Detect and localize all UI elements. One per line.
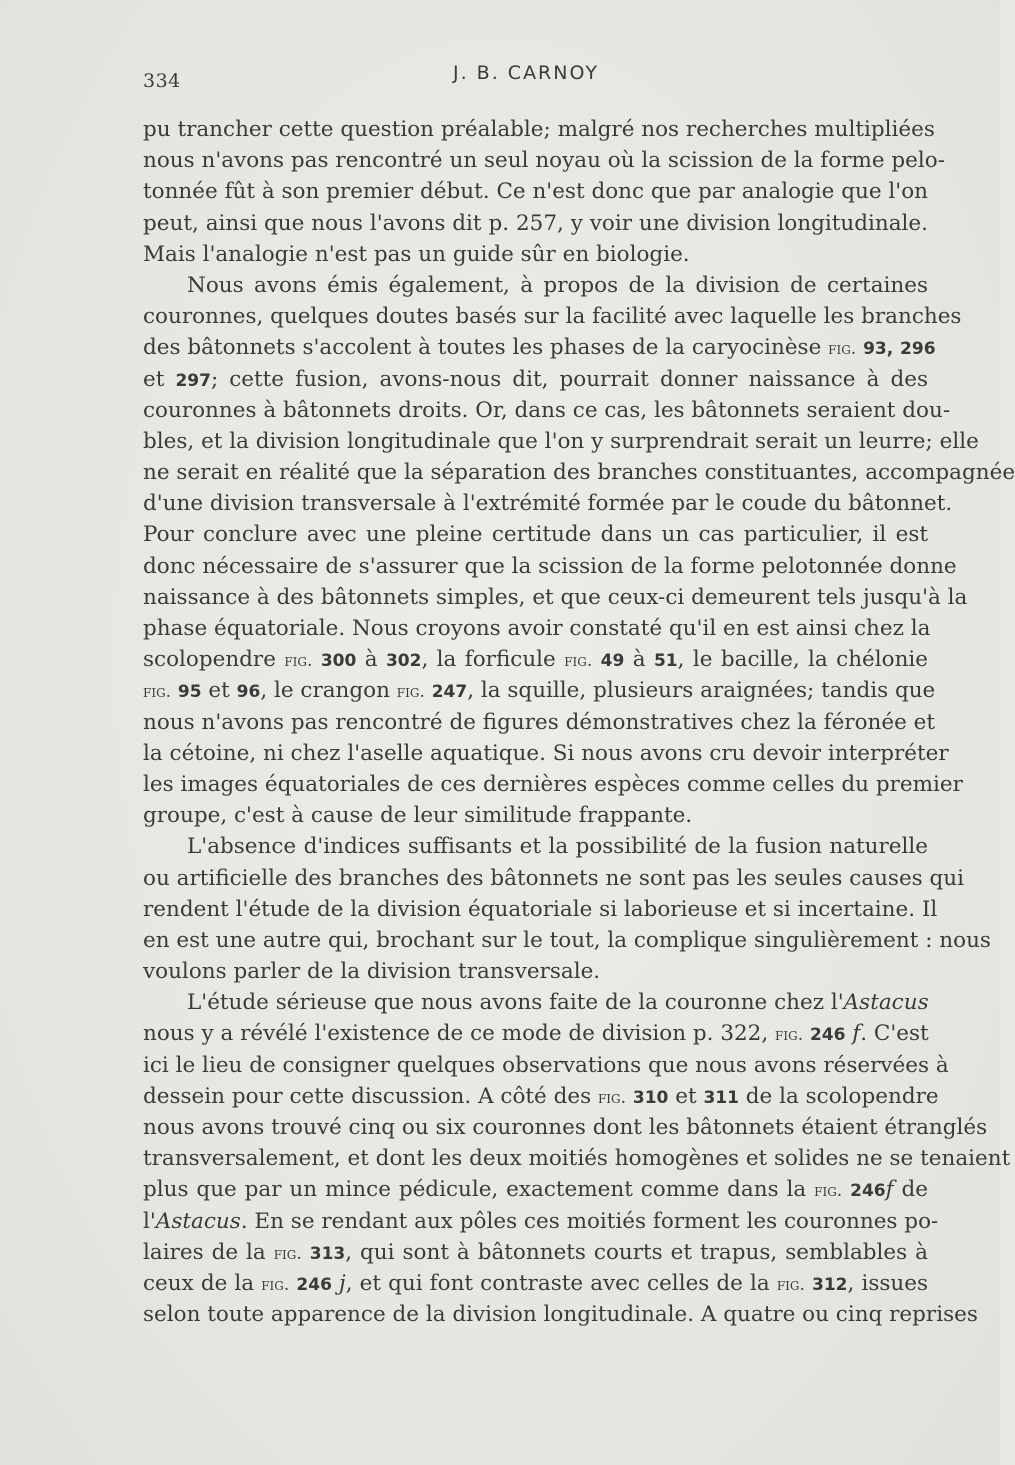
text-line xyxy=(143,1174,928,1205)
text-segment: et xyxy=(675,1083,697,1109)
text-segment: de xyxy=(901,1177,929,1203)
text-line: donc nécessaire de s'assurer que la scission de la forme pelotonnée donne xyxy=(143,553,957,579)
text-line xyxy=(143,332,936,363)
fig-number: 312 xyxy=(811,1274,848,1295)
fig-number: 311 xyxy=(703,1087,739,1108)
text-line: la cétoine, ni chez l'aselle aquatique. Si nous avons cru devoir interpréter xyxy=(143,740,949,766)
text-segment: , le bacille, la chélonie xyxy=(677,647,929,673)
text-line: phase équatoriale. Nous croyons avoir constaté qu'il en est ainsi chez la xyxy=(143,616,931,641)
fig-number: 93, xyxy=(863,339,894,360)
fig-ref-label: fig. xyxy=(814,1181,843,1202)
text-line: rendent l'étude de la division équatoriale si laborieuse et si incertaine. Il xyxy=(143,896,938,922)
text-line: tonnée fût à son premier début. Ce n'est donc que par analogie que l'on xyxy=(143,179,928,205)
text-line: pu trancher cette question préalable; malgré nos recherches multipliées xyxy=(143,117,935,142)
text-segment: de la scolopendre xyxy=(745,1083,939,1109)
paragraph-3 xyxy=(143,831,991,987)
fig-letter: f xyxy=(852,1021,861,1047)
text-segment: laires de la xyxy=(143,1239,266,1265)
fig-ref-label: fig. xyxy=(776,1274,805,1295)
text-line: Nous avons émis également, à propos de la division de certaines xyxy=(187,272,928,298)
fig-number: 302 xyxy=(385,651,422,672)
text-segment: et xyxy=(208,678,230,704)
text-segment: l' xyxy=(143,1208,156,1234)
text-line: ou artificielle des branches des bâtonnets ne sont pas les seules causes qui xyxy=(143,865,965,891)
text-segment: à xyxy=(364,647,378,673)
text-segment: , et qui font contraste avec celles de la xyxy=(345,1270,770,1296)
fig-number: 95 xyxy=(177,682,202,703)
fig-ref-label: fig. xyxy=(261,1274,290,1295)
fig-ref-label: fig. xyxy=(396,682,425,703)
text-segment: dessein pour cette discussion. A côté des xyxy=(143,1083,592,1109)
fig-number: 297 xyxy=(175,370,211,391)
text-segment: , qui sont à bâtonnets courts et trapus, semblables à xyxy=(345,1239,928,1265)
text-line: couronnes, quelques doutes basés sur la facilité avec laquelle les branches xyxy=(143,304,962,330)
text-line xyxy=(143,364,928,395)
text-line: peut, ainsi que nous l'avons dit p. 257, y voir une division longitudinale. xyxy=(143,210,928,236)
text-line: selon toute apparence de la division longitudinale. A quatre ou cinq reprises xyxy=(143,1302,978,1328)
fig-ref-label: fig. xyxy=(564,651,593,672)
text-line: Pour conclure avec une pleine certitude dans un cas particulier, il est xyxy=(143,522,928,548)
fig-ref-label: fig. xyxy=(284,651,313,672)
text-segment: ceux de la xyxy=(143,1270,255,1296)
text-segment: , xyxy=(847,1270,855,1296)
page-number: 334 xyxy=(143,70,181,92)
fig-number: 296 xyxy=(900,339,936,360)
fig-ref-label: fig. xyxy=(828,339,857,360)
text-line: Mais l'analogie n'est pas un guide sûr en biologie. xyxy=(143,241,690,267)
text-line: transversalement, et dont les deux moitiés homogènes et solides ne se tenaient xyxy=(143,1146,1011,1172)
text-segment: , la squille, plusieurs araignées; tandis que xyxy=(467,678,936,704)
text-segment: scolopendre xyxy=(143,647,276,673)
fig-number: 247 xyxy=(431,682,468,703)
text-line: nous n'avons pas rencontré un seul noyau où la scission de la forme pelo- xyxy=(143,148,945,174)
fig-number: 49 xyxy=(600,651,625,672)
fig-ref-label: fig. xyxy=(143,682,172,703)
text-line xyxy=(143,1268,928,1299)
fig-number: 96 xyxy=(236,682,261,703)
text-line xyxy=(143,675,936,706)
text-line: les images équatoriales de ces dernières espèces comme celles du premier xyxy=(143,771,963,797)
fig-number: 246 xyxy=(809,1025,846,1046)
text-line xyxy=(143,1237,928,1268)
body-text xyxy=(143,114,1015,1330)
paragraph-4 xyxy=(143,987,1011,1330)
text-segment: , le crangon xyxy=(260,678,390,704)
text-segment: plus que par un mince pédicule, exactement comme dans la xyxy=(143,1177,807,1203)
text-line: nous avons trouvé cinq ou six couronnes dont les bâtonnets étaient étranglés xyxy=(143,1115,988,1140)
text-segment: ; cette fusion, avons-nous dit, pourrait donner naissance à des xyxy=(210,366,928,392)
text-segment: , la forficule xyxy=(421,647,556,673)
text-line xyxy=(143,644,928,675)
running-head xyxy=(143,62,928,92)
text-line: en est une autre qui, brochant sur le tout, la complique singulièrement : nous xyxy=(143,927,991,953)
fig-number: 246 xyxy=(850,1181,886,1202)
fig-number: 300 xyxy=(320,651,357,672)
text-line xyxy=(143,1018,928,1049)
text-segment: à xyxy=(632,647,646,673)
text-segment: . C'est xyxy=(860,1021,929,1047)
paragraph-2 xyxy=(143,270,1015,831)
genus-name: Astacus xyxy=(843,990,929,1016)
fig-ref-label: fig. xyxy=(597,1087,627,1108)
text-segment: . En se rendant aux pôles ces moitiés forment les couronnes po- xyxy=(240,1208,939,1234)
text-line: naissance à des bâtonnets simples, et que ceux-ci demeurent tels jusqu'à la xyxy=(143,584,968,610)
text-line xyxy=(143,1081,939,1112)
text-line: nous n'avons pas rencontré de figures démonstratives chez la féronée et xyxy=(143,709,936,735)
text-segment: des bâtonnets s'accolent à toutes les phases de la caryocinèse xyxy=(143,335,822,361)
fig-letter: j xyxy=(339,1270,346,1296)
fig-number: 246 xyxy=(296,1274,332,1295)
running-title: J. B. CARNOY xyxy=(453,62,599,84)
text-line: ne serait en réalité que la séparation des branches constituantes, accompagnée xyxy=(143,460,1015,486)
genus-name: Astacus xyxy=(155,1208,241,1234)
text-line xyxy=(143,1206,939,1237)
text-line: d'une division transversale à l'extrémité formée par le coude du bâtonnet. xyxy=(143,491,953,517)
text-line: ici le lieu de consigner quelques observations que nous avons réservées à xyxy=(143,1052,949,1078)
fig-letter: f xyxy=(885,1177,894,1203)
text-line xyxy=(143,987,928,1018)
text-line: couronnes à bâtonnets droits. Or, dans ce cas, les bâtonnets seraient dou- xyxy=(143,397,951,423)
fig-number: 51 xyxy=(653,651,678,672)
text-line: bles, et la division longitudinale que l'on y surprendrait serait un leurre; elle xyxy=(143,428,979,454)
fig-ref-label: fig. xyxy=(775,1025,804,1046)
paragraph-1 xyxy=(143,114,945,270)
fig-number: 313 xyxy=(309,1243,346,1264)
text-segment: nous y a révélé l'existence de ce mode de division p. 322, xyxy=(143,1021,769,1047)
text-line: voulons parler de la division transversale. xyxy=(143,959,601,985)
text-line: L'absence d'indices suffisants et la possibilité de la fusion naturelle xyxy=(187,834,928,860)
fig-ref-label: fig. xyxy=(273,1243,302,1264)
fig-number: 310 xyxy=(632,1087,669,1108)
text-line: groupe, c'est à cause de leur similitude frappante. xyxy=(143,803,693,829)
text-segment: et xyxy=(143,366,165,392)
text-segment: issues xyxy=(861,1270,928,1296)
text-segment: L'étude sérieuse que nous avons faite de la couronne chez l' xyxy=(187,990,844,1016)
